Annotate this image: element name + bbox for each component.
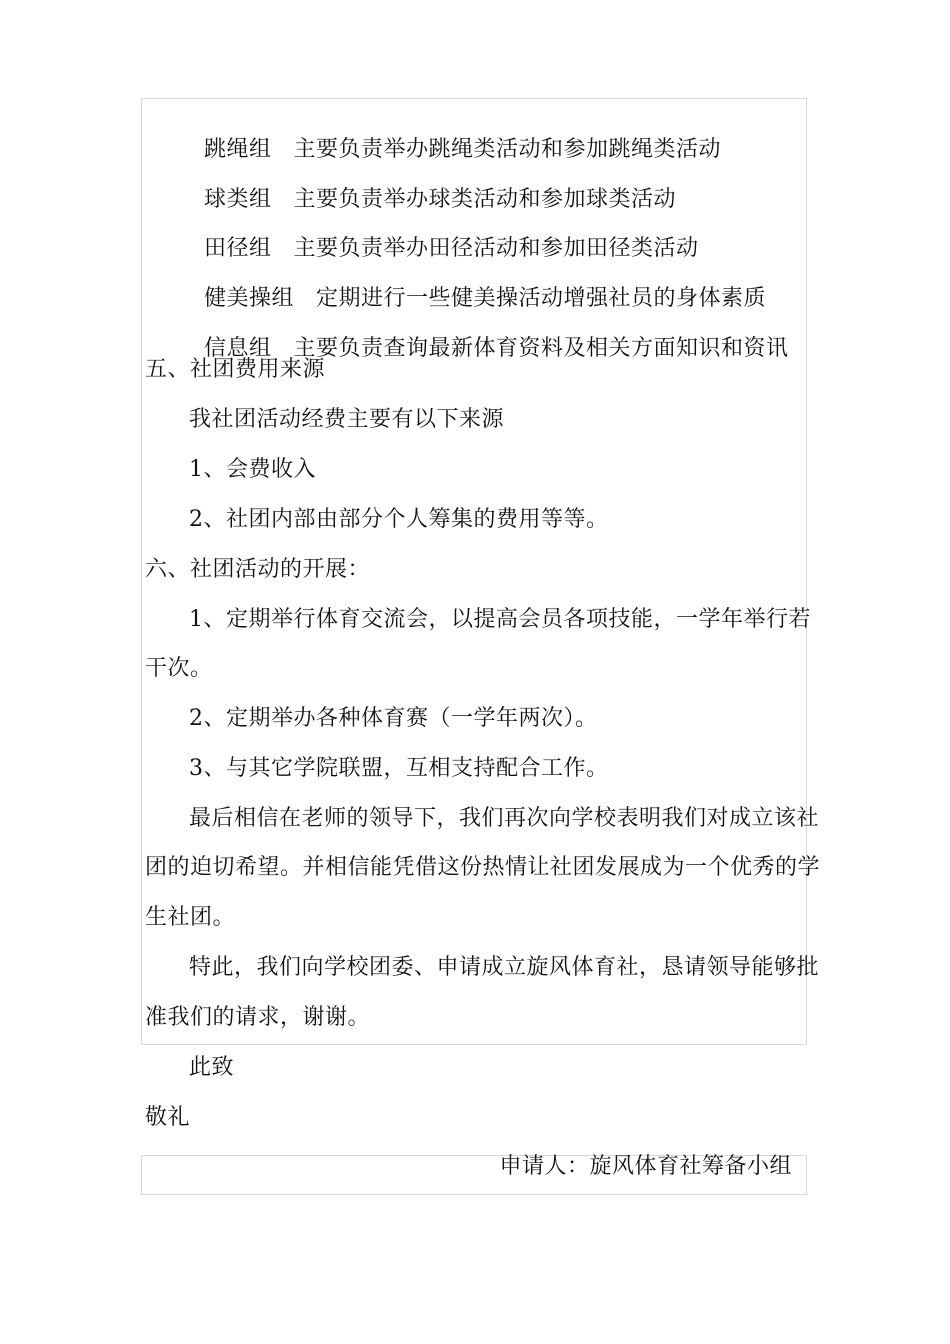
closing-para1-line-2: 团的迫切希望。并相信能凭借这份热情让社团发展成为一个优秀的学 (145, 855, 821, 880)
salutation-jingli: 敬礼 (145, 1105, 191, 1130)
section5-item-1: 1、会费收入 (189, 457, 316, 482)
section5-intro: 我社团活动经费主要有以下来源 (189, 407, 505, 432)
group-name: 球类组 (204, 187, 272, 212)
closing-para2-line-2: 准我们的请求，谢谢。 (145, 1005, 371, 1030)
group-desc: 主要负责查询最新体育资料及相关方面知识和资讯 (293, 336, 789, 361)
section6-heading: 六、社团活动的开展： (145, 557, 371, 582)
closing-para2-line-1: 特此，我们向学校团委、申请成立旋风体育社，恳请领导能够批 (189, 955, 820, 980)
group-name: 信息组 (204, 336, 272, 361)
section5-item-2: 2、社团内部由部分个人筹集的费用等等。 (189, 507, 609, 532)
group-name: 健美操组 (204, 286, 295, 311)
signature-applicant: 申请人：旋风体育社筹备小组 (499, 1154, 792, 1179)
section6-item-2: 2、定期举办各种体育赛（一学年两次）。 (189, 706, 598, 731)
closing-para1-line-3: 生社团。 (145, 905, 236, 930)
group-line-qiulei (189, 158, 677, 212)
group-line-jianmeicao (189, 257, 767, 311)
group-desc: 主要负责举办球类活动和参加球类活动 (293, 187, 677, 212)
group-line-xinxi (189, 307, 789, 361)
group-name: 田径组 (204, 236, 272, 261)
group-desc: 定期进行一些健美操活动增强社员的身体素质 (316, 286, 767, 311)
section6-item-1-line-2: 干次。 (145, 656, 213, 681)
closing-para1-line-1: 最后相信在老师的领导下，我们再次向学校表明我们对成立该社 (189, 806, 820, 831)
group-line-tiaosheng (189, 108, 722, 162)
section5-heading: 五、社团费用来源 (145, 357, 326, 382)
group-name: 跳绳组 (204, 137, 272, 162)
group-line-tianjing (189, 207, 699, 261)
group-desc: 主要负责举办田径活动和参加田径类活动 (293, 236, 699, 261)
section6-item-1-line-1: 1、定期举行体育交流会，以提高会员各项技能，一学年举行若 (189, 607, 811, 632)
section6-item-3: 3、与其它学院联盟，互相支持配合工作。 (189, 756, 609, 781)
group-desc: 主要负责举办跳绳类活动和参加跳绳类活动 (293, 137, 722, 162)
salutation-cizhi: 此致 (189, 1055, 235, 1080)
